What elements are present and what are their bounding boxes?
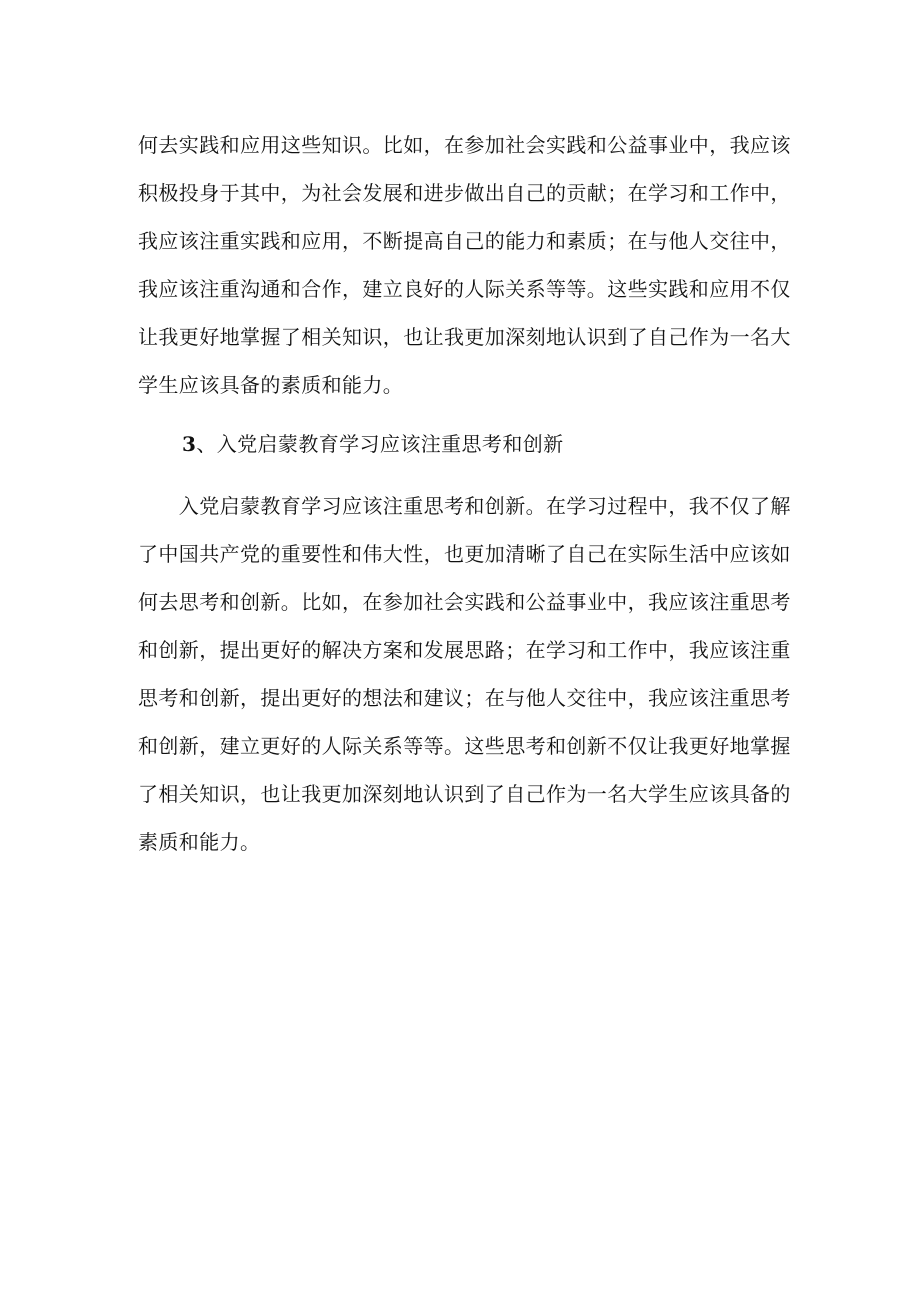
paragraph-line: 思考和创新，提出更好的想法和建议；在与他人交往中，我应该注重思考 <box>138 686 791 710</box>
section-heading-3 <box>138 420 788 468</box>
paragraph-line: 何去实践和应用这些知识。比如，在参加社会实践和公益事业中，我应该 <box>138 133 791 157</box>
paragraph-line: 积极投身于其中，为社会发展和进步做出自己的贡献；在学习和工作中， <box>138 181 791 205</box>
paragraph-line: 我应该注重实践和应用，不断提高自己的能力和素质；在与他人交往中， <box>138 229 791 253</box>
paragraph-thinking-innovation <box>138 482 791 866</box>
paragraph-line: 和创新，提出更好的解决方案和发展思路；在学习和工作中，我应该注重 <box>138 638 791 662</box>
section-number: 3 <box>182 432 197 456</box>
paragraph-practice-application <box>138 121 791 409</box>
paragraph-line: 了中国共产党的重要性和伟大性，也更加清晰了自己在实际生活中应该如 <box>138 542 791 566</box>
section-title: 、入党启蒙教育学习应该注重思考和创新 <box>196 432 564 456</box>
paragraph-line: 学生应该具备的素质和能力。 <box>138 373 404 397</box>
paragraph-line: 和创新，建立更好的人际关系等等。这些思考和创新不仅让我更好地掌握 <box>138 734 791 758</box>
paragraph-line: 了相关知识，也让我更加深刻地认识到了自己作为一名大学生应该具备的 <box>138 782 791 806</box>
section-heading-line <box>138 420 788 468</box>
paragraph-line: 让我更好地掌握了相关知识，也让我更加深刻地认识到了自己作为一名大 <box>138 325 791 349</box>
paragraph-line: 我应该注重沟通和合作，建立良好的人际关系等等。这些实践和应用不仅 <box>138 277 791 301</box>
paragraph-line: 入党启蒙教育学习应该注重思考和创新。在学习过程中，我不仅了解 <box>138 494 791 518</box>
paragraph-line: 何去思考和创新。比如，在参加社会实践和公益事业中，我应该注重思考 <box>138 590 791 614</box>
paragraph-line: 素质和能力。 <box>138 830 261 854</box>
